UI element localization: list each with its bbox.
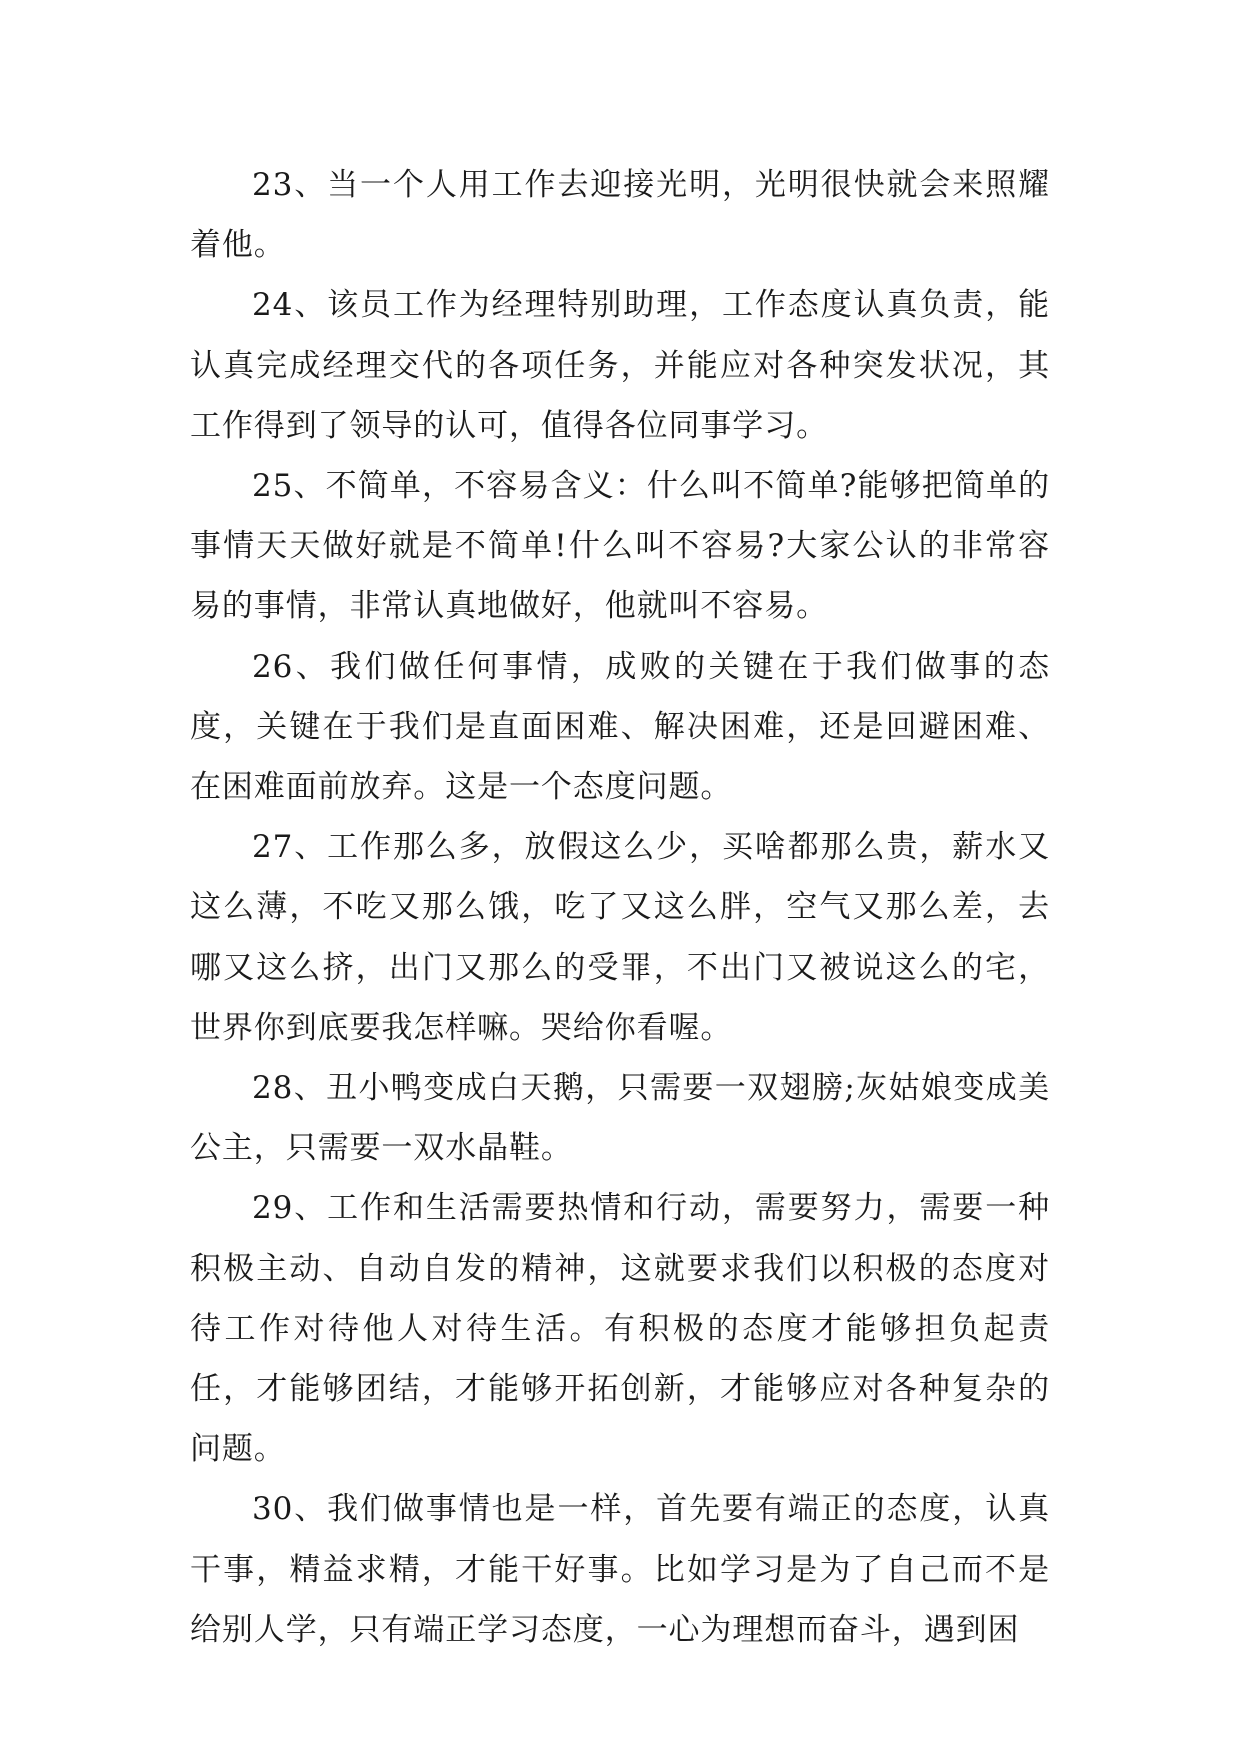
- paragraph-30: 30、我们做事情也是一样，首先要有端正的态度，认真干事，精益求精，才能干好事。比如学习是为了自己而不是给别人学，只有端正学习态度，一心为理想而奋斗，遇到困: [190, 1491, 1050, 1648]
- paragraph-24: 24、该员工作为经理特别助理，工作态度认真负责，能认真完成经理交代的各项任务，并能应对各种突发状况，其工作得到了领导的认可，值得各位同事学习。: [190, 287, 1050, 444]
- paragraph-28: 28、丑小鸭变成白天鹅，只需要一双翅膀;灰姑娘变成美公主，只需要一双水晶鞋。: [190, 1070, 1050, 1167]
- paragraph-27: 27、工作那么多，放假这么少，买啥都那么贵，薪水又这么薄，不吃又那么饿，吃了又这么胖，空气又那么差，去哪又这么挤，出门又那么的受罪，不出门又被说这么的宅，世界你到底要我怎样嘛。哭给你看喔。: [190, 829, 1050, 1046]
- paragraph-29: 29、工作和生活需要热情和行动，需要努力，需要一种积极主动、自动自发的精神，这就要求我们以积极的态度对待工作对待他人对待生活。有积极的态度才能够担负起责任，才能够团结，才能够开拓创新，才能够应对各种复杂的问题。: [190, 1190, 1050, 1468]
- document-body: [190, 155, 1050, 1660]
- paragraph-25: 25、不简单，不容易含义：什么叫不简单?能够把简单的事情天天做好就是不简单!什么叫不容易?大家公认的非常容易的事情，非常认真地做好，他就叫不容易。: [190, 468, 1050, 625]
- paragraph-23: 23、当一个人用工作去迎接光明，光明很快就会来照耀着他。: [190, 167, 1050, 264]
- paragraph-26: 26、我们做任何事情，成败的关键在于我们做事的态度，关键在于我们是直面困难、解决困难，还是回避困难、在困难面前放弃。这是一个态度问题。: [190, 648, 1050, 806]
